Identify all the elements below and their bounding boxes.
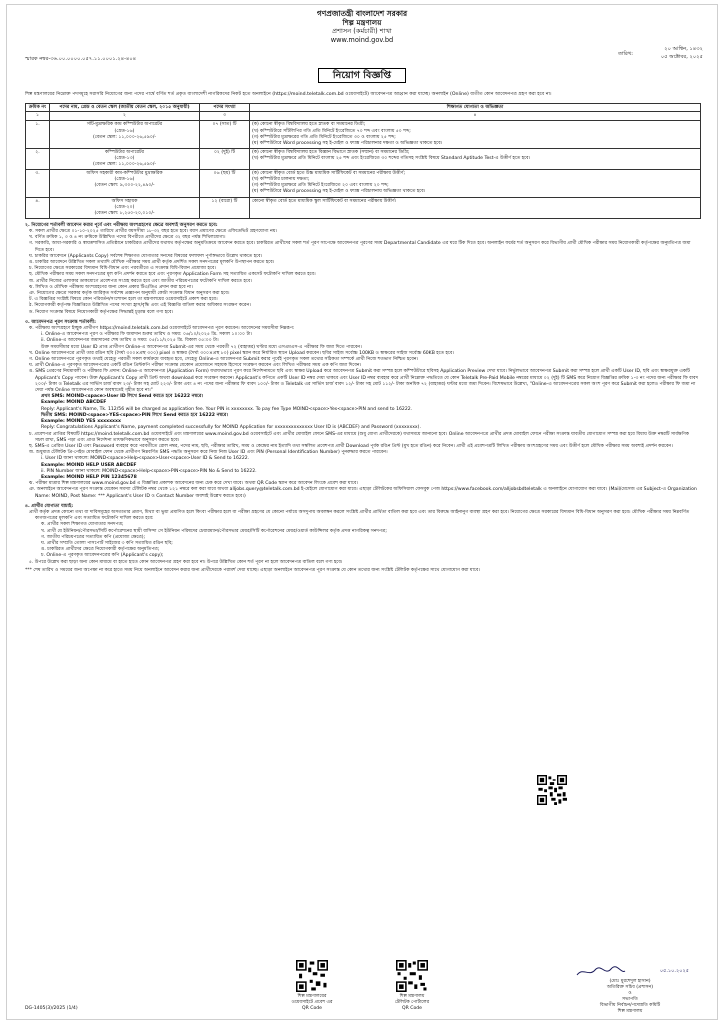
sms2-instruction: দ্বিতীয় SMS: MOIND<space>YES<space>PIN লিখে Send করতে হবে 16222 নম্বরে। [41,412,229,418]
post-grade: (গ্রেড-১৬) [114,177,135,183]
post-scale: (বেতন স্কেল: ৯,৩০০-২২,৪৯০/- [94,183,155,189]
intro-paragraph: শিল্প মন্ত্রণালয়ের নিম্নোক্ত পদসমূহে সরাসরি নিয়োগের জন্য পদের পার্শ্বে বর্ণিত শর্ত প্রকৃত বাংলাদেশী নাগরিকদের নিকট হতে অনলাইনে (https://moind.teletalk.com.bd ওয়েবসাইটে) আবেদনপত্র আহ্বান করা যাচ্ছে। অনলাইন (Online) ব্যতীত কোন আবেদনপত্র গ্রহণ করা হবে না। [25,92,552,97]
govt-name: গণপ্রজাতন্ত্রী বাংলাদেশ সরকার [316,9,408,18]
notice-page [6,4,718,1020]
post-count: ১২ (বারো) টি [200,197,250,218]
ministry-website: www.moind.gov.bd [330,36,394,44]
post-count: ০২ (দুই) টি [200,148,250,169]
memo-number: স্মারক নম্বর-৩৬.০০.০০০০.০৫৭.১১.০০০১.২৪-৪০৪ [25,56,137,62]
table-row: ৪. অফিস সহায়ক (গ্রেড-২০) (বেতন স্কেল: ৮,২৫০-২০,০১০/- ১২ (বারো) টি কোনো স্বীকৃত বোর্ড হতে মাধ্যমিক স্কুল সার্টিফিকেট বা সমমানের পরীক্ষায় উত্তীর্ণ। [26,197,701,218]
post-grade: (গ্রেড-১৩) [114,155,135,161]
section-5: ৫. উপরে উল্লেখ করা ছাড়া অন্য কোন মাধ্যমে বা হাতে হাতে কোন আবেদনপত্র গ্রহণ করা হবে না। উপরে উল্লিখিত কোন শর্ত পূরণ না হলে আবেদনপত্র বাতিল বলে গণ্য হবে। [29,559,343,565]
post-name: অফিস সহকারী কাম-কম্পিউটার মুদ্রাক্ষরিক [86,171,163,177]
col-serial: ক্রমিক নং [26,103,50,112]
signatory-name: (মোঃ মুরশেদুল হাসান) [609,979,651,984]
website-qr-code-icon[interactable] [296,960,328,992]
date-english: ০৫ অক্টোবর, ২০২৫ [660,54,703,60]
advisory-note: *** শেষ তারিখ ও সময়ের জন্য অপেক্ষা না করে হাতে সময় নিয়ে অনলাইনে আবেদন করার জন্য প্রার্থীদেরকে পরামর্শ দেয়া যাচ্ছে। এছাড়া অনলাইনে আবেদনপত্র পূরণ সংক্রান্ত যে কোন তথ্যের জন্য সংশ্লিষ্ট টেলিটক কর্তৃপক্ষের সাথে যোগাযোগ করা যাবে। [25,567,480,573]
post-scale: (বেতন স্কেল: ১১,০০০-২৬,৫৯০/- [92,162,157,168]
section-heading: ২. নিয়োগের শর্তাবলী আবেদন করার পূর্বে এবং পরীক্ষায় অংশগ্রহণের ক্ষেত্রে অবশ্যই অনুসরণ করতে হবে: [25,222,218,228]
conditions-section: ২. নিয়োগের শর্তাবলী আবেদন করার পূর্বে এবং পরীক্ষায় অংশগ্রহণের ক্ষেত্রে অবশ্যই অনুসরণ করতে হবে: ক. সকল প্রার্থীর ক্ষেত্রে ০১-১০-২০২৫ তারিখে প্রার্থীর বয়সসীমা ১৮-৩২ বছর হতে হবে। বয়স প্রমাণের ক্ষেত্রে এফিডেভিট গ্রহণযোগ্য নয়। খ. বর্ণিত ক্রমিক ১, ৩ ও ৪ নং ক্রমিকে উল্লিখিত পদের বিপরীতে প্রার্থীদের ক্ষেত্রে ৩২ বছর পর্যন্ত শিথিলযোগ্য। গ. সরকারি, আধা-সরকারি ও স্বায়ত্তশাসিত প্রতিষ্ঠানে চাকরিরত প্রার্থীদের যথাযথ কর্তৃপক্ষের অনুমতিক্রমে আবেদন করতে হবে। চাকরিরত প্রার্থীদের সকল শর্ত পূরণ সাপেক্ষে আবেদনপত্র পূরণের সময় Departmental Candidate এর ঘরে টিক দিতে হবে। অনলাইন ফর্মের শর্ত অনুসরণ করে বিভাগীয় প্রার্থী মৌখিক পরীক্ষার সময় নিয়োগকারী কর্তৃপক্ষের অনুমতিপত্র জমা দিতে হবে। ঘ. চাকরির আবেদনে (Applicants Copy) সর্বশেষ শিক্ষাগত যোগ্যতার সনদের বিষয়ের ফলাফল পূর্ণাঙ্গভাবে উল্লেখ থাকতে হবে। ঙ. চাকরির আবেদনে উল্লিখিত সকল তথ্যাদি মৌখিক পরীক্ষার সময় প্রার্থী কর্তৃক প্রদর্শিত সকল সনদপত্রের মূলকপি উপস্থাপন করতে হবে। চ. নিয়োগের ক্ষেত্রে সরকারের বিদ্যমান বিধি-বিধান এবং পরবর্তীতে এ সংক্রান্ত বিধি-বিধান প্রযোজ্য হবে। ছ. মৌখিক পরীক্ষার সময় সকল সনদপত্রের মূল কপি প্রদর্শন করতে হবে এবং পূরণকৃত Application Form সহ সত্যায়িত একসেট ফটোকপি দাখিল করতে হবে। জ. প্রার্থীর নিজের এলাকার ডাকযোগে প্রবেশপত্র সংগ্রহ করতে হবে এবং জাতীয় পরিচয়পত্রের ফটোকপি দাখিল করতে হবে। ঝ. লিখিত ও মৌখিক পরীক্ষায় অংশগ্রহণের জন্য কোন প্রকার টিএ/ডিএ প্রদান করা হবে না। ঞ. নিয়োগের ক্ষেত্রে সরকার কর্তৃক জারিকৃত সর্বশেষ প্রজ্ঞাপন অনুযায়ী কোটা সংক্রান্ত বিধান অনুসরণ করা হবে। ট. এ বিজ্ঞপ্তির সংশ্লিষ্ট বিষয়ে কোন পরিবর্তন/সংশোধন হলে তা মন্ত্রণালয়ের ওয়েবসাইটে প্রকাশ করা হবে। ঠ. নিয়োগকারী কর্তৃপক্ষ বিজ্ঞপ্তিতে উল্লিখিত পদের সংখ্যা হ্রাস/বৃদ্ধি এবং এই বিজ্ঞপ্তি বাতিল করার অধিকার সংরক্ষণ করেন। ড. নিয়োগ সংক্রান্ত বিষয়ে নিয়োগকারী কর্তৃপক্ষের সিদ্ধান্তই চূড়ান্ত বলে গণ্য হবে। [25,223,699,316]
signature-date: ০৫.১০.২০২৫ [659,968,689,974]
col-post: পদের নাম, গ্রেড ও বেতন স্কেল (জাতীয় বেতন স্কেল, ২০১৫ অনুযায়ী) [50,103,200,112]
post-count: ০৭ (সাত) টি [200,121,250,148]
teletalk-qr-block: শিল্প মন্ত্রণালয় টেলিটক পোর্টালের QR Code [367,960,457,1012]
signature-scribble-icon [575,965,655,979]
table-row: ২. কম্পিউটার অপারেটর (গ্রেড-১৩) (বেতন স্কেল: ১১,০০০-২৬,৫৯০/- ০২ (দুই) টি (ক) কোনো স্বীকৃত বিশ্ববিদ্যালয় হতে বিজ্ঞান বিভাগে স্নাতক (সম্মান) বা সমমানের ডিগ্রি; (খ) কম্পিউটার মুদ্রাক্ষরে প্রতি মিনিটে বাংলায় ২৫ শব্দ এবং ইংরেজিতে ৩০ শব্দের গতিসহ সংশ্লিষ্ট বিষয়ে Standard Aptitude Test-এ উত্তীর্ণ হতে হবে। [26,148,701,169]
ministry-name: শিল্প মন্ত্রণালয় [342,18,382,27]
signature-block: ০৫.১০.২০২৫ (মোঃ মুরশেদুল হাসান) অতিরিক্ত সচিব (প্রশাসন) ও সভাপতি বিভাগীয় নির্বাচন/পদোন্নতি কমিটি শিল্প মন্ত্রণালয় [565,965,695,1015]
footer-code: DG-1405(3)/2025 (1/4) [25,1006,78,1011]
post-grade: (গ্রেড-২০) [114,204,135,210]
post-name: অফিস সহায়ক [111,198,138,204]
website-qr-block: শিল্প মন্ত্রণালয়ের ওয়েবসাইটে প্রবেশ এর QR Code [267,960,357,1012]
section-heading: ৪. প্রার্থীর যোগ্যতা যাচাই: [25,503,74,509]
post-scale: (বেতন স্কেল: ১১,০০০-২৬,৫৯০/- [92,134,157,140]
application-section: ৩. আবেদনপত্র পূরণ সংক্রান্ত শর্তাবলী: ক. পরীক্ষায় অংশগ্রহণে ইচ্ছুক প্রার্থীগণ https://moind.teletalk.com.bd ওয়েবসাইটে আবেদনপত্র পূরণ করবেন। আবেদনের সময়সীমা নিম্নরূপ: i. Online-এ আবেদনপত্র পূরণ ও পরীক্ষার ফি জমাদান শুরুর তারিখ ও সময়: ০৬/১০/২০২৫ খ্রি. সকাল ১০:০০ টা। ii. Online-এ আবেদনপত্র জমাদানের শেষ তারিখ ও সময়: ০৫/১১/২০২৫ খ্রি. বিকাল ০৫:০০ টা। উক্ত সময়সীমার মধ্যে User ID প্রাপ্ত প্রার্থীগণ Online-এ আবেদনপত্র Submit-এর সময় থেকে পরবর্তী ৭২ (বাহাত্তর) ঘণ্টার মধ্যে এসএমএস-এ পরীক্ষার ফি জমা দিতে পারবেন। খ. Online আবেদনপত্রে প্রার্থী তার রঙিন ছবি (দৈর্ঘ্য ৩০০×প্রস্থ ৩০০) pixel ও স্বাক্ষর (দৈর্ঘ্য ৩০০×প্রস্থ ৮০) pixel স্ক্যান করে নির্ধারিত স্থানে Upload করবেন। ছবির সাইজ সর্বোচ্চ 100KB ও স্বাক্ষরের সাইজ সর্বোচ্চ 60KB হতে হবে। গ. Online আবেদনপত্রে পূরণকৃত তথ্যই যেহেতু পরবর্তী সকল কার্যক্রমে ব্যবহৃত হবে, সেহেতু Online-এ আবেদনপত্র Submit করার পূর্বেই পূরণকৃত সকল তথ্যের সঠিকতা সম্পর্কে প্রার্থী নিজে শতভাগ নিশ্চিত হবেন। ঘ. প্রার্থী Online-এ পূরণকৃত আবেদনপত্রের একটি রঙিন প্রিন্টকপি পরীক্ষা সংক্রান্ত যেকোন প্রয়োজনে সহায়ক হিসেবে সংরক্ষণ করবেন এবং লিখিত পরীক্ষার সময় এক কপি জমা দিবেন। ঙ. SMS প্রেরণের নিয়মাবলী ও পরীক্ষার ফি প্রদান: Online-এ আবেদনপত্র (Application Form) যথাযথভাবে পূরণ করে নির্দেশনামতে ছবি এবং স্বাক্ষর Upload করে আবেদনপত্র Submit করা সম্পন্ন হলে কম্পিউটারে ছবিসহ Application Preview দেখা যাবে। নির্ভুলভাবে আবেদনপত্র Submit করা সম্পন্ন হলে প্রার্থী একটি User ID, ছবি এবং স্বাক্ষরযুক্ত একটি Applicant's Copy পাবেন। উক্ত Applicant's Copy প্রার্থী প্রিন্ট অথবা download করে সংরক্ষণ করবেন। Applicant's কপিতে একটি User ID নম্বর দেয়া থাকবে এবং User ID নম্বর ব্যবহার করে প্রার্থী নিম্নোক্ত পদ্ধতিতে যে কোন Teletalk Pre-Paid Mobile নম্বরের মাধ্যমে ০২ (দুই) টি SMS করে নিয়োগ বিজ্ঞপ্তির ক্রমিক ১-৩ নং পদের জন্য পরীক্ষার ফি বাবদ ২০০/- টাকা ও Teletalk এর সার্ভিস চার্জ বাবদ ২৩/- টাকা সহ মোট ২২৩/- টাকা এবং ৪ নং পদের জন্য পরীক্ষার ফি বাবদ ১০০/- টাকা ও Teletalk এর সার্ভিস চার্জ বাবদ ১২/- টাকা সহ মোট ১১২/- টাকা অনধিক ৭২ (বাহাত্তর) ঘণ্টার মধ্যে জমা দিবেন। বিশেষভাবে উল্লেখ্য, "Online-এ আবেদনপত্রের সকল অংশ পূরণ করে Submit করা হলেও পরীক্ষার ফি জমা না দেয়া পর্যন্ত Online আবেদনপত্র কোন অবস্থাতেই গৃহীত হবে না।" প্রথম SMS: MOIND<space>User ID লিখে Send করতে হবে 16222 নম্বরে। Example: MOIND ABCDEF Reply: Applicant's Name, Tk. 112/56 will be charged as application fee. Your PIN is xxxxxxxx. To pay fee Type MOIND<space>Yes<space>PIN and send to 16222. দ্বিতীয় SMS: MOIND<space>YES<space>PIN লিখে Send করতে হবে 16222 নম্বরে। Example: MOIND YES xxxxxxxx Reply: Congratulations Applicant's Name, payment completed successfully for MOIND Application for xxxxxxxxxxxxxx User ID is (ABCDEF) and Password (xxxxxxxx). চ. প্রবেশপত্র প্রাপ্তির বিষয়টি https://moind.teletalk.com.bd ওয়েবসাইটে এবং মন্ত্রণালয়ের www.moind.gov.bd ওয়েবসাইটে এবং প্রার্থীর মোবাইল ফোনে SMS-এর মাধ্যমে (শুধু যোগ্য প্রার্থীদেরকে) যথাসময়ে জানানো হবে। Online আবেদনপত্রে প্রার্থীর প্রদত্ত মোবাইল ফোনে পরীক্ষা সংক্রান্ত যাবতীয় যোগাযোগ সম্পন্ন করা হবে বিধায় উক্ত নম্বরটি সার্বক্ষণিক সচল রাখা, SMS পড়া এবং প্রাপ্ত নির্দেশনা তাৎক্ষণিকভাবে অনুসরণ করতে হবে। ছ. SMS-এ প্রেরিত User ID এবং Password ব্যবহার করে পরবর্তীতে রোল নম্বর, পদের নাম, ছবি, পরীক্ষার তারিখ, সময় ও কেন্দ্রের নাম ইত্যাদি তথ্য সম্বলিত প্রবেশপত্র প্রার্থী Download পূর্বক রঙিন প্রিন্ট (মুখ হতে রঙিন) করে নিবেন। প্রার্থী এই প্রবেশপত্রটি লিখিত পরীক্ষায় অংশগ্রহণের সময় এবং উত্তীর্ণ হলে মৌখিক পরীক্ষার সময় অবশ্যই প্রদর্শন করবেন। জ. শুধুমাত্র টেলিটক প্রি-পেইড মোবাইল ফোন থেকে প্রার্থীগণ নিম্নবর্ণিত SMS পদ্ধতি অনুসরণ করে নিজ নিজ User ID এবং PIN (Personal Identification Number) পুনরুদ্ধার করতে পারবেন। i. User ID জানা থাকলে: MOIND<space>Help<space>User<space>User ID & Send to 16222. Example: MOIND HELP USER ABCDEF ii. PIN Number জানা থাকলে: MOIND<space>Help<space>PIN<space>PIN No & Send to 16222. Example: MOIND HELP PIN 12345678 ঝ. পরীক্ষা মাত্রার শিল্প মন্ত্রণালয়ের www.moind.gov.bd এ বিজ্ঞপ্তির প্রকাশক আবেদনের জন্য চেক করে দেখা যাবে। অথবা QR Code স্ক্যান করে আবেদন লিংকে প্রবেশ করা যাবে। ঞ. অনলাইনে আবেদনপত্র পূরণ সংক্রান্ত যেকোন সমস্যা টেলিটক নম্বর থেকে ১২১ নম্বরে কল করা যাবে অথবা alljobs.query@teletalk.com.bd ই-মেইলে যোগাযোগ করা যাবে। এছাড়া টেলিটকের অফিসিয়াল ফেসবুক পেজ https://www.facebook.com/alljobsbdteletalk এ অনলাইনে যোগাযোগ করা যাবে। (Mail/মেসেজ এর Subject-এ Organization Name: MOIND, Post Name: *** Applicant's User ID ও Contact Number অবশ্যই উল্লেখ করতে হবে।) [25,319,699,499]
signature [565,965,695,979]
post-name: কম্পিউটার অপারেটর [104,149,145,155]
branch-name: প্রশাসন (কর্মচারী) শাখা [332,27,392,35]
post-grade: (গ্রেড-১৬) [114,128,135,134]
col-qualification: শিক্ষাগত যোগ্যতা ও অভিজ্ঞতা [250,103,701,112]
table-number-row: ১ ২ ৩ ৪ [26,112,701,121]
letterhead [7,9,717,45]
section-heading: ৩. আবেদনপত্র পূরণ সংক্রান্ত শর্তাবলী: [25,319,96,325]
date-bangla: ২০ আশ্বিন, ১৪৩২ [664,46,703,52]
col-count: পদের সংখ্যা [200,103,250,112]
date-label: তারিখ: [618,51,633,57]
table-row: ১. সাঁট-মুদ্রাক্ষরিক কাম কম্পিউটার অপারেটর (গ্রেড-১৬) (বেতন স্কেল: ১১,০০০-২৬,৫৯০/- ০৭ (সাত) টি (ক) কোনো স্বীকৃত বিশ্ববিদ্যালয় হতে স্নাতক বা সমমানের ডিগ্রী; (খ) কম্পিউটারে সাঁটলিপির গতি প্রতি মিনিটে ইংরেজিতে ৭০ শব্দ এবং বাংলায় ৫০ শব্দ; (গ) কম্পিউটার মুদ্রাক্ষরের গতি প্রতি মিনিটে ইংরেজিতে ৩০ ও বাংলায় ২৫ শব্দ; (ঘ) কম্পিউটারে Word processing সহ ই-মেইল ও ফ্যাক্স পরিচালনার দক্ষতা ও অভিজ্ঞতা থাকতে হবে। [26,121,701,148]
post-name: সাঁট-মুদ্রাক্ষরিক কাম কম্পিউটার অপারেটর [86,122,163,128]
reference-row [7,45,717,67]
teletalk-qr-code-icon[interactable] [396,960,428,992]
post-count: ০৬ (ছয়) টি [200,170,250,197]
sms1-instruction: প্রথম SMS: MOIND<space>User ID লিখে Send করতে হবে 16222 নম্বরে। [41,394,204,400]
post-scale: (বেতন স্কেল: ৮,২৫০-২০,০১০/- [94,210,155,216]
notice-title: নিয়োগ বিজ্ঞপ্তি [7,69,717,84]
eligibility-section: ৪. প্রার্থীর যোগ্যতা যাচাই: প্রার্থী কর্তৃক প্রদত্ত কোনো তথ্য বা দাবিসমূহের অসত্যতার প্রমাণ, মিথ্যা বা ভুয়া প্রমাণিত হলে কিংবা পরীক্ষার হলে বা পরীক্ষা গ্রহণের যে কোনো পর্যায়ে অসদুপায় অবলম্বন করলে সংশ্লিষ্ট প্রার্থীর প্রার্থিতা বাতিল করা হবে এবং তার বিরুদ্ধে আইনানুগ ব্যবস্থা গ্রহণ করা হবে। নিয়োগের ক্ষেত্রে সরকারের বিদ্যমান বিধি-বিধান অনুসরণ করা হবে। মৌখিক পরীক্ষার সময় নিম্নবর্ণিত কাগজপত্রের মূলকপি এবং সত্যায়িত ফটোকপি দাখিল করতে হবে: ক. প্রার্থীর সকল শিক্ষাগত যোগ্যতার সনদপত্র; খ. প্রার্থী যে ইউনিয়ন/পৌরসভা/সিটি কর্পোরেশনের স্থায়ী বাসিন্দা সে ইউনিয়ন পরিষদের চেয়ারম্যান/পৌরসভার মেয়র/সিটি কর্পোরেশনের মেয়র/ওয়ার্ড কাউন্সিলর কর্তৃক প্রদত্ত নাগরিকত্ব সনদপত্র; গ. জাতীয় পরিচয়পত্রের সত্যায়িত কপি (প্রযোজ্য ক্ষেত্রে); ঘ. প্রার্থীর সম্প্রতি তোলা পাসপোর্ট সাইজের ৩ কপি সত্যায়িত রঙিন ছবি; ঙ. চাকরিরত প্রার্থীদের ক্ষেত্রে নিয়োগকারী কর্তৃপক্ষের অনুমতিপত্র; চ. Online-এ পূরণকৃত আবেদনপত্রের কপি (Applicant's copy); ৫. উপরে উল্লেখ করা ছাড়া অন্য কোন মাধ্যমে বা হাতে হাতে কোন আবেদনপত্র গ্রহণ করা হবে না। উপরে উল্লিখিত কোন শর্ত পূরণ না হলে আবেদনপত্র বাতিল বলে গণ্য হবে। *** শেষ তারিখ ও সময়ের জন্য অপেক্ষা না করে হাতে সময় নিয়ে অনলাইনে আবেদন করার জন্য প্রার্থীদেরকে পরামর্শ দেয়া যাচ্ছে। এছাড়া অনলাইনে আবেদনপত্র পূরণ সংক্রান্ত যে কোন তথ্যের জন্য সংশ্লিষ্ট টেলিটক কর্তৃপক্ষের সাথে যোগাযোগ করা যাবে। [25,504,699,574]
table-row: ৩. অফিস সহকারী কাম-কম্পিউটার মুদ্রাক্ষরিক (গ্রেড-১৬) (বেতন স্কেল: ৯,৩০০-২২,৪৯০/- ০৬ (ছয়) টি (ক) কোনো স্বীকৃত বোর্ড হতে উচ্চ মাধ্যমিক সার্টিফিকেট বা সমমানের পরীক্ষায় উত্তীর্ণ; (খ) কম্পিউটার চালনায় দক্ষতা; (গ) কম্পিউটার মুদ্রাক্ষরে প্রতি মিনিটে ইংরেজিতে ২০ এবং বাংলায় ২০ শব্দ; (ঘ) কম্পিউটারে Word processing সহ ই-মেইল ও ফ্যাক্স পরিচালনায় অভিজ্ঞতা থাকতে হবে। [26,170,701,197]
apply-qr-code-icon[interactable] [537,775,567,805]
date-block [661,45,703,61]
posts-table [25,103,701,219]
table-header-row [26,103,701,112]
